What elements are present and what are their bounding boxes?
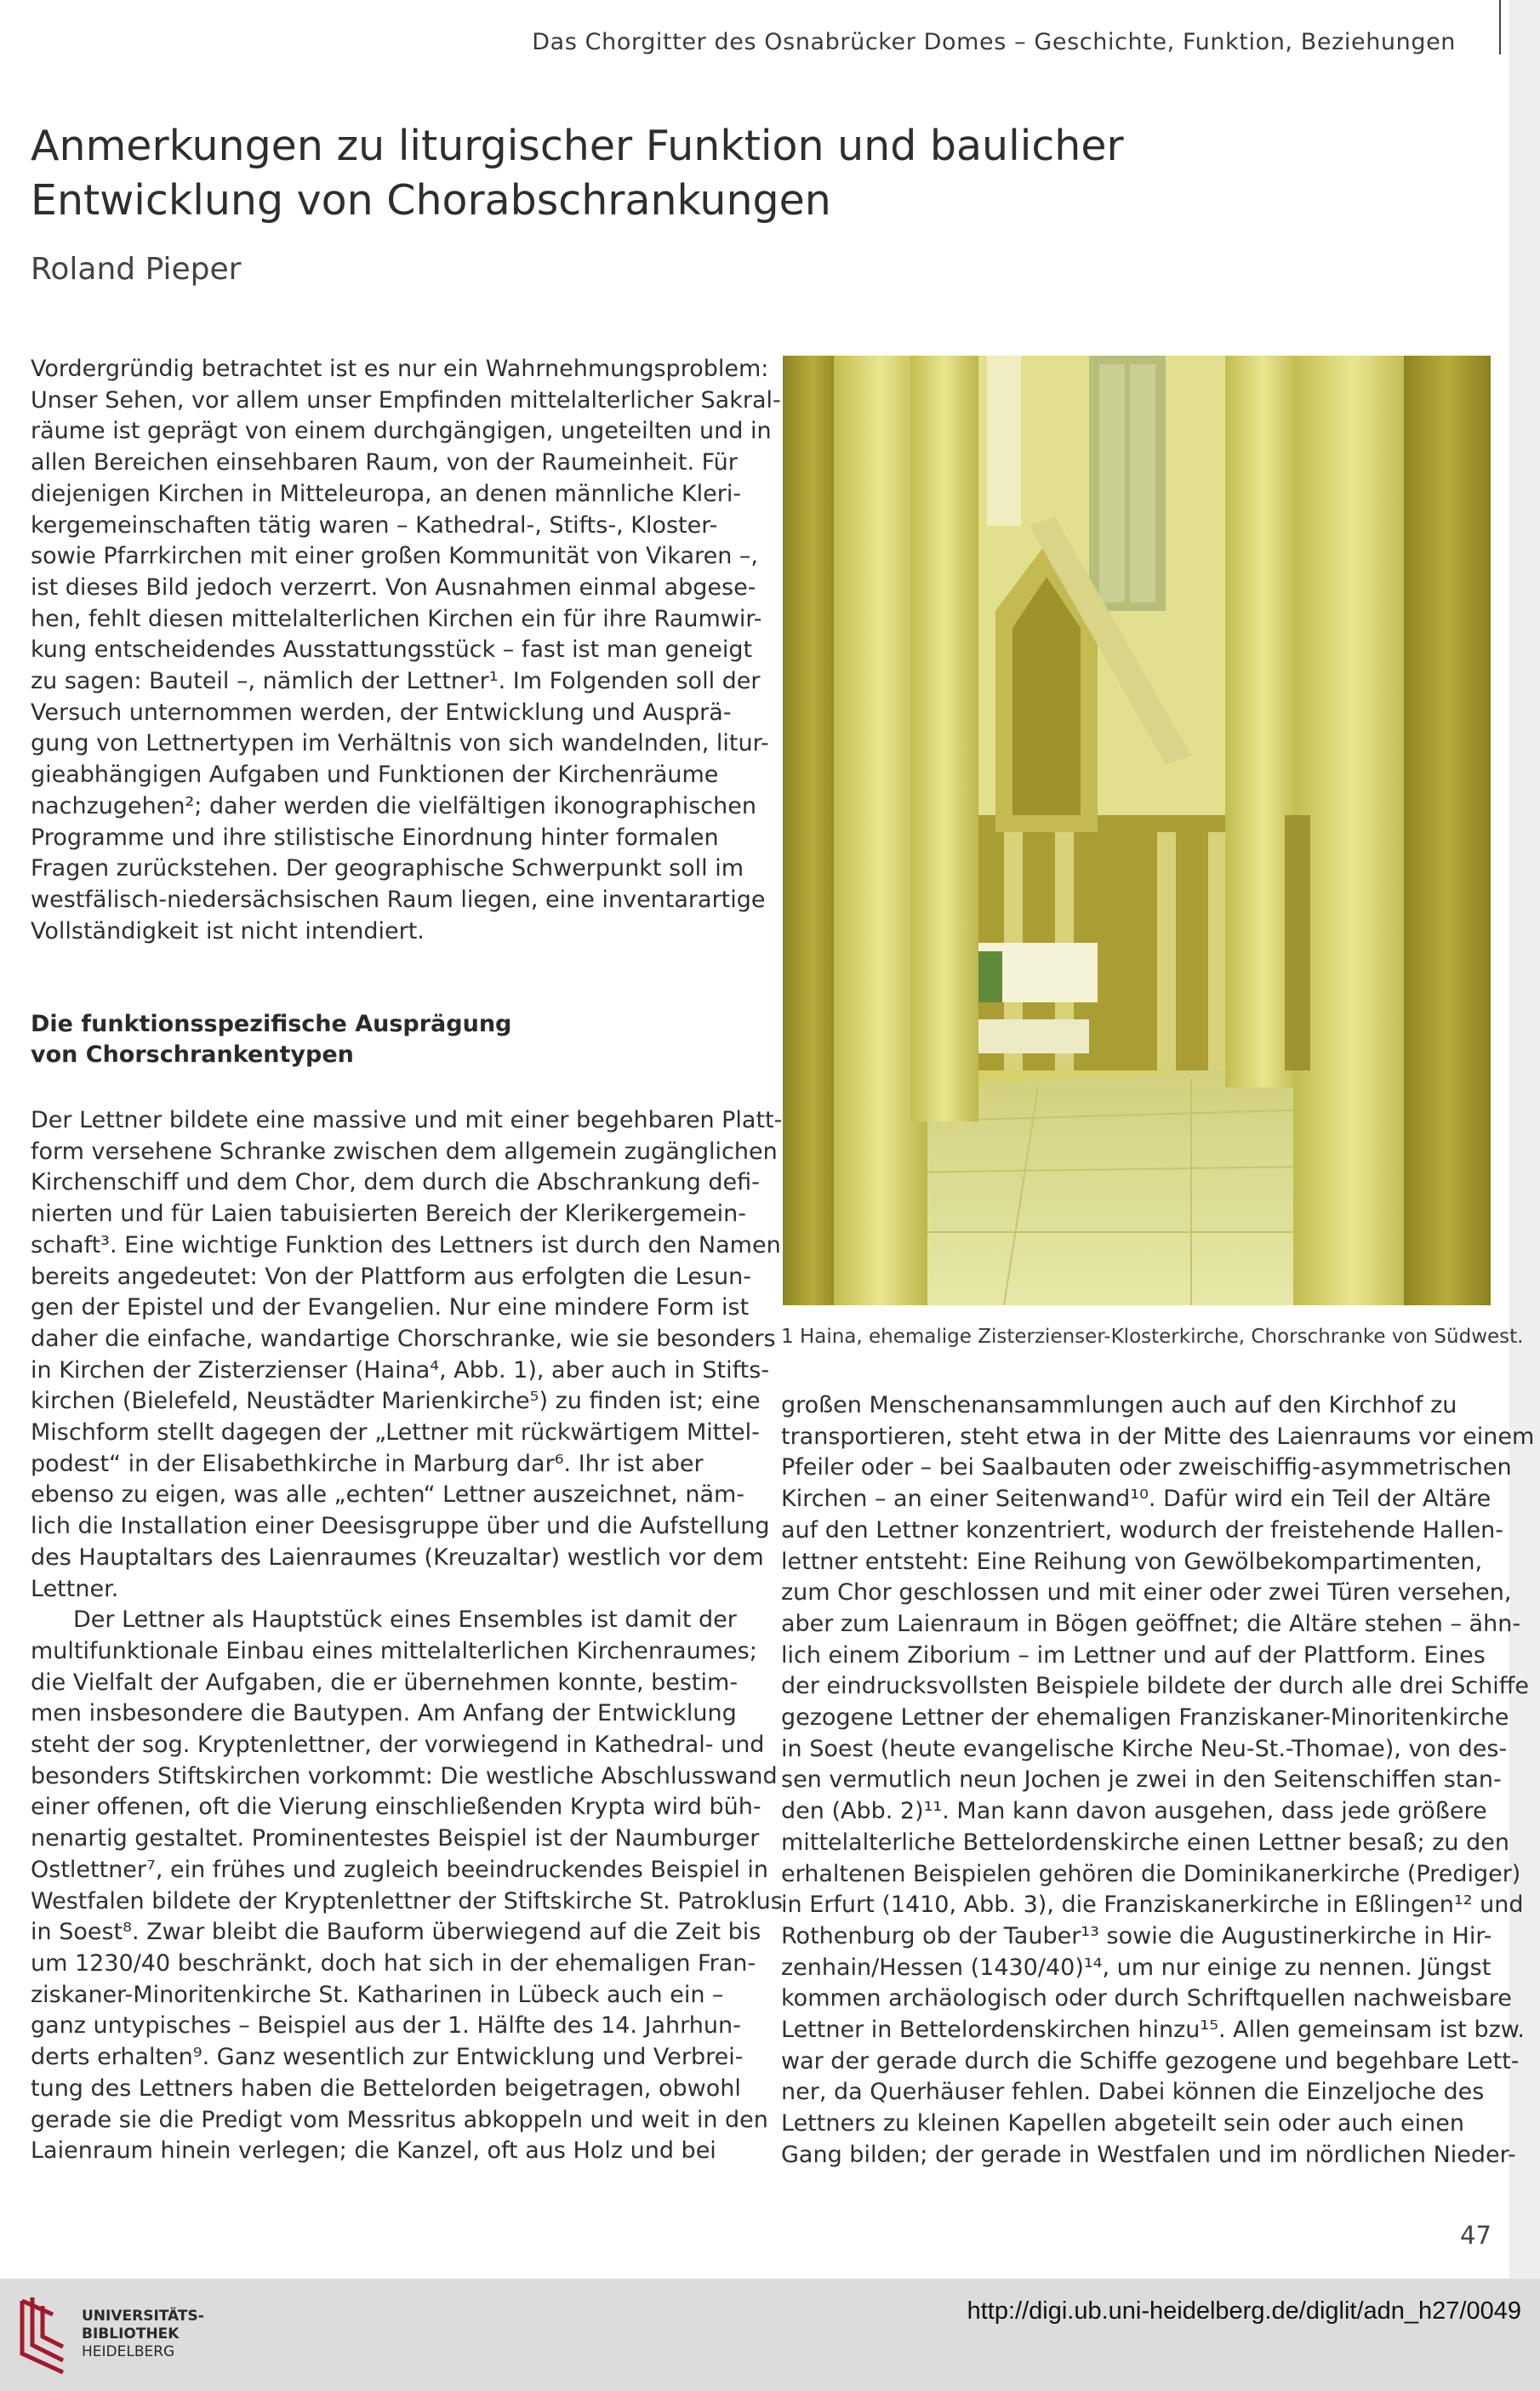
text-line: Der Lettner als Hauptstück eines Ensembles ist damit der (73, 1606, 737, 1634)
text-line: kommen archäologisch oder durch Schriftquellen nachweisbare (781, 1985, 1512, 2012)
library-name-line-2: BIBLIOTHEK (82, 2325, 180, 2342)
text-line: transportieren, steht etwa in der Mitte des Laienraums vor einem (781, 1423, 1535, 1450)
text-line: tung des Lettners haben die Bettelorden beigetragen, obwohl (31, 2074, 741, 2102)
article-title (31, 119, 1222, 228)
section-heading-line-1: Die funktionsspezifische Ausprägung (31, 1011, 512, 1037)
text-line: nierten und für Laien tabuisierten Bereich der Klerikergemein- (31, 1201, 746, 1228)
text-line: den (Abb. 2)¹¹. Man kann davon ausgehen, dass jede größere (781, 1798, 1487, 1825)
text-line: Versuch unternommen werden, der Entwicklung und Ausprä- (31, 699, 732, 726)
right-column-text (781, 1390, 1535, 2171)
text-line: Kirchen – an einer Seitenwand¹⁰. Dafür wird ein Teil der Altäre (781, 1486, 1492, 1513)
text-line: Kirchenschiff und dem Chor, dem durch die Abschrankung defi- (31, 1169, 760, 1196)
text-line: Lettners zu kleinen Kapellen abgeteilt sein oder auch einen (781, 2110, 1464, 2137)
text-line: form versehene Schranke zwischen dem allgemein zugänglichen (31, 1138, 778, 1165)
text-line: in Kirchen der Zisterzienser (Haina⁴, Abb. 1), aber auch in Stifts- (31, 1356, 770, 1384)
title-line-2: Entwicklung von Chorabschrankungen (31, 176, 831, 225)
intro-paragraph (31, 354, 781, 947)
figure-photo (783, 356, 1491, 1305)
text-line: gung von Lettnertypen im Verhältnis von sich wandelnden, litur- (31, 730, 769, 757)
text-line: ganz untypisches – Beispiel aus der 1. Hälfte des 14. Jahrhun- (31, 2012, 741, 2040)
library-name-line-3: HEIDELBERG (82, 2343, 175, 2360)
text-line: auf den Lettner konzentriert, wodurch der freistehende Hallen- (781, 1516, 1504, 1544)
text-line: nenartig gestaltet. Prominentestes Beispiel ist der Naumburger (31, 1825, 760, 1852)
text-line: Programme und ihre stilistische Einordnung hinter formalen (31, 824, 719, 851)
text-line: aber zum Laienraum in Bögen geöffnet; die Altäre stehen – ähn- (781, 1610, 1521, 1637)
text-line: hen, fehlt diesen mittelalterlichen Kirchen ein für ihre Raumwir- (31, 605, 762, 632)
text-line: einer offenen, oft die Vierung einschließenden Krypta wird büh- (31, 1794, 761, 1821)
text-line: Gang bilden; der gerade in Westfalen und im nördlichen Nieder- (781, 2141, 1516, 2168)
text-line: sowie Pfarrkirchen mit einer großen Kommunität von Vikaren –, (31, 543, 758, 570)
author-name: Roland Pieper (31, 252, 242, 287)
library-name-line-1: UNIVERSITÄTS- (82, 2308, 204, 2325)
text-line: gieabhängigen Aufgaben und Funktionen der Kirchenräume (31, 762, 719, 789)
text-line: daher die einfache, wandartige Chorschranke, wie sie besonders (31, 1325, 776, 1352)
text-line: räume ist geprägt von einem durchgängigen, ungeteilten und in (31, 418, 772, 445)
text-line: Ostlettner⁷, ein frühes und zugleich beeindruckendes Beispiel in (31, 1856, 769, 1883)
text-line: Laienraum hinein verlegen; die Kanzel, oft aus Holz und bei (31, 2137, 716, 2165)
text-line: ebenso zu eigen, was alle „echten“ Lettner auszeichnet, näm- (31, 1481, 745, 1509)
text-line: allen Bereichen einsehbaren Raum, von der Raumeinheit. Für (31, 449, 738, 476)
text-line: war der gerade durch die Schiffe gezogene und begehbare Lett- (781, 2047, 1520, 2074)
text-line: der eindrucksvollsten Beispiele bildete der durch alle drei Schiffe (781, 1673, 1529, 1700)
text-line: steht der sog. Kryptenlettner, der vorwiegend in Kathedral- und (31, 1732, 765, 1759)
text-line: zum Chor geschlossen und mit einer oder zwei Türen versehen, (781, 1579, 1512, 1606)
text-line: ziskaner-Minoritenkirche St. Katharinen in Lübeck auch ein – (31, 1981, 724, 2008)
text-line: ist dieses Bild jedoch verzerrt. Von Ausnahmen einmal abgese- (31, 573, 756, 601)
section-paragraph-1 (31, 1105, 783, 1605)
footer-bar (0, 2279, 1540, 2391)
text-line: nachzugehen²; daher werden die vielfältigen ikonographischen (31, 792, 756, 819)
text-line: kung entscheidendes Ausstattungsstück – fast ist man geneigt (31, 636, 753, 664)
text-line: Der Lettner bildete eine massive und mit einer begehbaren Platt- (31, 1107, 783, 1133)
text-line: großen Menschenansammlungen auch auf den Kirchhof zu (781, 1392, 1457, 1418)
header-rule (1499, 0, 1501, 54)
text-line: in Soest (heute evangelische Kirche Neu-St.-Thomae), von des- (781, 1735, 1508, 1762)
text-line: Vordergründig betrachtet ist es nur ein Wahrnehmungsproblem: (31, 356, 769, 382)
text-line: Vollständigkeit ist nicht intendiert. (31, 917, 425, 944)
text-line: kirchen (Bielefeld, Neustädter Marienkirche⁵) zu finden ist; eine (31, 1388, 761, 1415)
text-line: um 1230/40 beschränkt, doch hat sich in der ehemaligen Fran- (31, 1949, 756, 1977)
running-head: Das Chorgitter des Osnabrücker Domes – Geschichte, Funktion, Beziehungen (532, 29, 1456, 55)
text-line: kergemeinschaften tätig waren – Kathedral-, Stifts-, Kloster- (31, 511, 718, 539)
text-line: Unser Sehen, vor allem unser Empfinden mittelalterlicher Sakral- (31, 386, 781, 414)
text-line: die Vielfalt der Aufgaben, die er übernehmen konnte, bestim- (31, 1669, 739, 1696)
section-heading-line-2: von Chorschrankentypen (31, 1041, 354, 1068)
text-line: derts erhalten⁹. Ganz wesentlich zur Entwicklung und Verbrei- (31, 2044, 744, 2071)
text-line: Rothenburg ob der Tauber¹³ sowie die Augustinerkirche in Hir- (781, 1922, 1492, 1949)
library-name (82, 2308, 204, 2361)
section-body (31, 1105, 783, 2167)
text-line: multifunktionale Einbau eines mittelalterlichen Kirchenraumes; (31, 1637, 757, 1664)
text-line: lettner entsteht: Eine Reihung von Gewölbekompartimenten, (781, 1548, 1483, 1575)
text-line: sen vermutlich neun Jochen je zwei in den Seitenschiffen stan- (781, 1766, 1502, 1794)
text-line: Westfalen bildete der Kryptenlettner der Stiftskirche St. Patroklus (31, 1887, 783, 1915)
title-line-1: Anmerkungen zu liturgischer Funktion und baulicher (31, 122, 1124, 170)
text-line: lich die Installation einer Deesisgruppe über und die Aufstellung (31, 1513, 770, 1540)
text-line: in Erfurt (1410, Abb. 3), die Franziskanerkirche in Eßlingen¹² und (781, 1892, 1524, 1919)
section-paragraph-2 (31, 1605, 783, 2167)
page-number: 47 (1460, 2221, 1492, 2250)
text-line: schaft³. Eine wichtige Funktion des Lettners ist durch den Namen (31, 1231, 781, 1258)
text-line: besonders Stiftskirchen vorkommt: Die westliche Abschlusswand (31, 1762, 778, 1789)
text-line: gen der Epistel und der Evangelien. Nur eine mindere Form ist (31, 1294, 750, 1321)
text-line: lich einem Ziborium – im Lettner und auf der Plattform. Eines (781, 1641, 1486, 1669)
text-line: zenhain/Hessen (1430/40)¹⁴, um nur einige zu nennen. Jüngst (781, 1954, 1492, 1981)
text-line: gezogene Lettner der ehemaligen Franziskaner-Minoritenkirche (781, 1704, 1509, 1732)
text-line: in Soest⁸. Zwar bleibt die Bauform überwiegend auf die Zeit bis (31, 1919, 761, 1946)
library-logo-icon (15, 2294, 70, 2379)
text-line: mittelalterliche Bettelordenskirche einen Lettner besaß; zu den (781, 1829, 1509, 1856)
figure-caption: 1 Haina, ehemalige Zisterzienser-Klosterkirche, Chorschranke von Südwest. (781, 1326, 1524, 1348)
text-line: des Hauptaltars des Laienraumes (Kreuzaltar) westlich vor dem (31, 1544, 764, 1571)
text-line: Pfeiler oder – bei Saalbauten oder zweischiffig-asymmetrischen (781, 1454, 1512, 1481)
text-line: westfälisch-niedersächsischen Raum liegen, eine inventarartige (31, 886, 766, 913)
church-interior-image (783, 356, 1491, 1305)
text-line: bereits angedeutet: Von der Plattform aus erfolgten die Lesun- (31, 1263, 752, 1290)
text-line: Lettner. (31, 1575, 119, 1602)
text-line: Mischform stellt dagegen der „Lettner mit rückwärtigem Mittel- (31, 1419, 760, 1447)
section-heading (31, 1009, 626, 1070)
text-line: podest“ in der Elisabethkirche in Marburg dar⁶. Ihr ist aber (31, 1450, 704, 1477)
source-url-link[interactable]: http://digi.ub.uni-heidelberg.de/diglit/adn_h27/0049 (967, 2297, 1521, 2325)
text-line: gerade sie die Predigt vom Messritus abkoppeln und weit in den (31, 2106, 768, 2133)
text-line: Fragen zurückstehen. Der geographische Schwerpunkt soll im (31, 855, 744, 882)
text-line: ner, da Querhäuser fehlen. Dabei können die Einzeljoche des (781, 2079, 1485, 2106)
text-line: erhaltenen Beispielen gehören die Dominikanerkirche (Prediger) (781, 1860, 1521, 1887)
text-line: zu sagen: Bauteil –, nämlich der Lettner¹. Im Folgenden soll der (31, 668, 761, 695)
text-line: Lettner in Bettelordenskirchen hinzu¹⁵. Allen gemeinsam ist bzw. (781, 2017, 1525, 2044)
text-line: diejenigen Kirchen in Mitteleuropa, an denen männliche Kleri- (31, 480, 742, 507)
text-line: men insbesondere die Bautypen. Am Anfang der Entwicklung (31, 1700, 737, 1727)
